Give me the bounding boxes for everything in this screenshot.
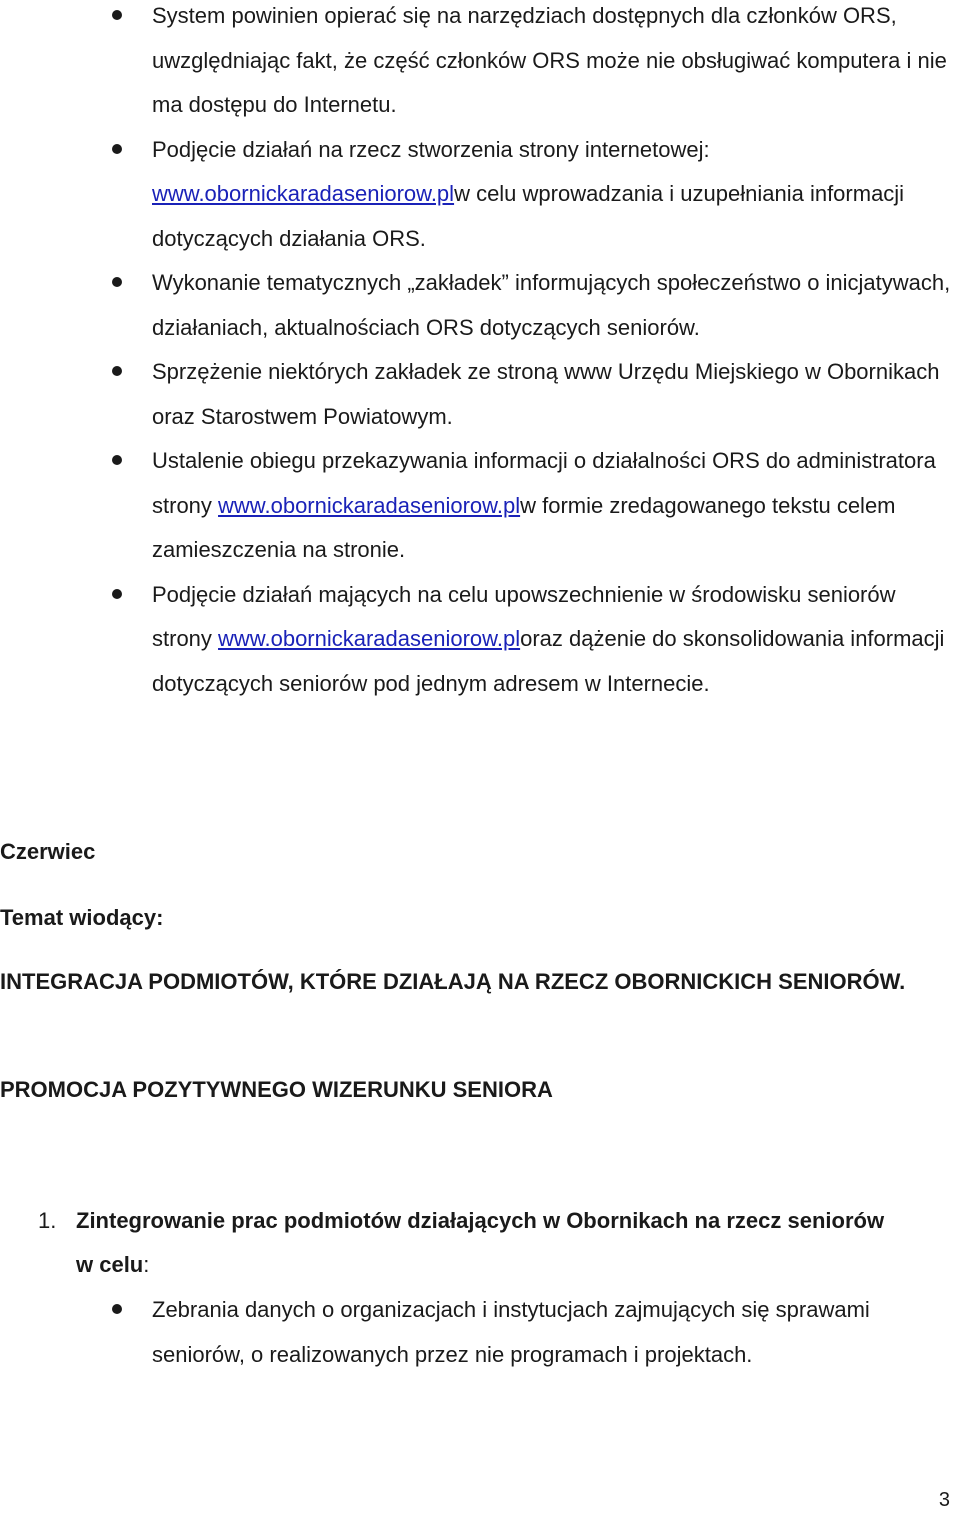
list-item <box>0 1288 960 1377</box>
list-item-text: Sprzężenie niektórych zakładek ze stroną www Urzędu Miejskiego w Obornikach oraz Starostwem Powiatowym. <box>152 359 940 429</box>
list-item-text-before: Ustalenie obiegu przekazywania informacji o działalności ORS do administratora strony <box>152 448 936 518</box>
item-suffix: : <box>143 1252 150 1277</box>
topic-label: Temat wiodący: <box>0 905 164 930</box>
topic-heading-promotion: PROMOCJA POZYTYWNEGO WIZERUNKU SENIORA <box>0 1077 553 1102</box>
list-item-text: Zebrania danych o organizacjach i instytucjach zajmujących się sprawami seniorów, o realizowanych przez nie programach i projektach. <box>152 1297 870 1367</box>
month-heading: Czerwiec <box>0 839 96 864</box>
list-item-text-before: Podjęcie działań mających na celu upowszechnienie w środowisku seniorów strony <box>152 581 896 651</box>
website-link[interactable]: www.obornickaradaseniorow.pl <box>152 181 455 206</box>
item-text <box>76 1199 906 1287</box>
item-bold-text: Zintegrowanie prac podmiotów działających w Obornikach na rzecz seniorów w celu <box>76 1208 885 1277</box>
list-item <box>0 261 960 350</box>
list-item-text-before: Podjęcie działań na rzecz stworzenia strony internetowej: <box>152 136 710 162</box>
item-number: 1. <box>38 1208 57 1233</box>
bullet-icon <box>112 277 122 287</box>
bullet-icon <box>112 1304 122 1314</box>
bullet-icon <box>112 10 122 20</box>
list-item-text: Wykonanie tematycznych „zakładek” informujących społeczeństwo o inicjatywach, działaniach, aktualnościach ORS dotyczących seniorów. <box>152 270 951 340</box>
bullet-icon <box>112 589 122 599</box>
list-item <box>0 128 960 262</box>
bullet-icon <box>112 144 122 154</box>
list-item-text-after: w formie zredagowanego tekstu celem zamieszczenia na stronie. <box>152 492 896 562</box>
list-item <box>0 573 960 707</box>
bullet-list-sub <box>0 1288 960 1377</box>
topic-heading-integration: INTEGRACJA PODMIOTÓW, KTÓRE DZIAŁAJĄ NA RZECZ OBORNICKICH SENIORÓW. <box>0 969 906 994</box>
list-item-text-after: w celu wprowadzania i uzupełniania informacji dotyczących działania ORS. <box>152 181 905 251</box>
list-item <box>0 439 960 573</box>
page-number: 3 <box>938 1489 950 1511</box>
bullet-list-top <box>0 0 960 706</box>
list-item <box>0 0 960 128</box>
website-link[interactable]: www.obornickaradaseniorow.pl <box>218 626 521 651</box>
website-link[interactable]: www.obornickaradaseniorow.pl <box>218 492 521 518</box>
list-item-text: System powinien opierać się na narzędziach dostępnych dla członków ORS, uwzględniając fakt, że część członków ORS może nie obsługiwać komputera i nie ma dostępu do Internetu. <box>152 3 947 117</box>
list-item <box>0 350 960 439</box>
list-item-text-after: oraz dążenie do skonsolidowania informacji dotyczących seniorów pod jednym adresem w Internecie. <box>152 626 945 696</box>
bullet-icon <box>112 455 122 465</box>
bullet-icon <box>112 366 122 376</box>
